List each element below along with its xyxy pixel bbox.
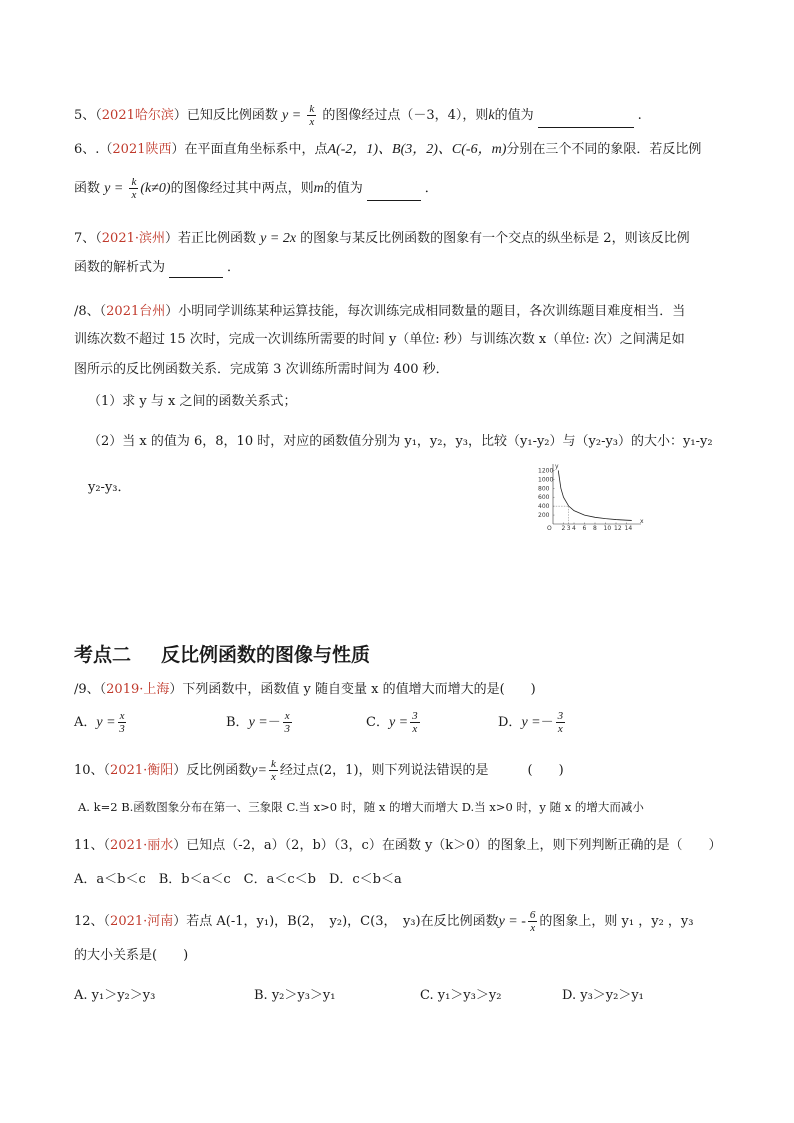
y-tick-label: 1200 [538, 467, 554, 475]
answer-blank[interactable] [169, 263, 223, 278]
question-12: 12、（2021·河南）若点 A(-1，y₁)，B(2， y₂)，C(3， y₃)在反比例函数y = - $\frac{6}{x}$ 的图象上，则 y₁ ，y₂ ，y₃ [74, 909, 694, 934]
x-tick-label: 8 [593, 525, 597, 532]
option-c[interactable]: C．y = $\frac{3}{x}$ [366, 710, 418, 735]
question-6: 6、.（2021陕西）在平面直角坐标系中，点A(-2，1)、B(3，2)、C(-6，m)分别在三个不同的象限．若反比例 [74, 142, 702, 157]
question-10-options[interactable]: A. k=2 B.函数图象分布在第一、三象限 C.当 x>0 时，随 x 的增大而增大 D.当 x>0 时，y 随 x 的增大而减小 [78, 800, 644, 814]
question-11-options[interactable]: A．a＜b＜c B．b＜a＜c C．a＜c＜b D．c＜b＜a [74, 872, 402, 887]
question-8-part3: y₂-y₃． [88, 480, 131, 495]
option-d[interactable]: D．y =－ $\frac{3}{x}$ [498, 710, 564, 735]
question-7: 7、（2021·滨州）若正比例函数 y = 2x 的图象与某反比例函数的图象有一个交点的纵坐标是 2，则该反比例 [74, 231, 690, 246]
option-c[interactable]: C. y₁＞y₃＞y₂ [420, 988, 502, 1003]
question-8-line3: 图所示的反比例函数关系．完成第 3 次训练所需时间为 400 秒． [74, 362, 449, 377]
x-axis-label: x [640, 518, 644, 525]
option-b[interactable]: B. y₂＞y₃＞y₁ [254, 988, 336, 1003]
question-12-line2: 的大小关系是( ) [74, 948, 189, 963]
inverse-function-chart [533, 462, 643, 534]
source-tag: 2019·上海 [106, 682, 170, 697]
x-tick-label: 3 [566, 525, 571, 532]
question-11: 11、（2021·丽水）已知点（-2，a）（2，b）（3，c）在函数 y（k＞0）的图象上，则下列判断正确的是（ ） [74, 838, 722, 853]
series-line [558, 470, 632, 520]
fraction: $\frac{k}{x}$ [131, 176, 137, 201]
question-5: 5、（2021哈尔滨）已知反比例函数 y = $\frac{k}{x}$ 的图像经过点（－3，4），则k的值为 . [74, 103, 642, 128]
question-9: /9、（2019·上海）下列函数中，函数值 y 随自变量 x 的值增大而增大的是( ) [74, 682, 536, 697]
source-tag: 2021陕西 [112, 142, 172, 157]
question-7-line2: 函数的解析式为 ． [74, 258, 240, 278]
fraction: $\frac{k}{x}$ [309, 103, 315, 128]
question-8-line2: 训练次数不超过 15 次时，完成一次训练所需要的时间 y（单位: 秒）与训练次数 x（单位: 次）之间满足如 [74, 332, 685, 347]
option-d[interactable]: D. y₃＞y₂＞y₁ [562, 988, 644, 1003]
question-8-part2: （2）当 x 的值为 6，8，10 时，对应的函数值分别为 y₁，y₂，y₃，比较（y₁-y₂）与（y₂-y₃）的大小：y₁-y₂ [88, 434, 713, 449]
section-heading [74, 640, 370, 667]
source-tag: 2021·衡阳 [110, 763, 174, 778]
x-tick-label: 4 [572, 525, 576, 532]
option-a[interactable]: A．y = $\frac{x}{3}$ [74, 710, 125, 735]
x-tick-label: 2 [561, 525, 566, 532]
question-12-options [74, 984, 714, 1008]
fraction: $\frac{6}{x}$ [529, 909, 536, 934]
y-tick-label: 200 [538, 512, 550, 520]
question-8-part1: （1）求 y 与 x 之间的函数关系式； [88, 394, 297, 409]
source-tag: 2021·河南 [110, 914, 174, 929]
answer-blank[interactable] [538, 113, 634, 128]
section-subtitle: 反比例函数的图像与性质 [161, 644, 371, 666]
y-tick-label: 400 [538, 503, 550, 511]
source-tag: 2021台州 [106, 304, 166, 319]
y-tick-label: 600 [538, 494, 550, 502]
origin-label: O [547, 525, 552, 532]
y-axis-label: y [555, 463, 559, 470]
fraction: $\frac{k}{x}$ [270, 758, 276, 783]
option-a[interactable]: A. y₁＞y₂＞y₃ [74, 988, 156, 1003]
x-tick-label: 6 [582, 525, 587, 532]
answer-blank[interactable] [367, 186, 421, 201]
section-title: 考点二 [74, 644, 132, 666]
x-tick-label: 12 [614, 525, 622, 532]
source-tag: 2021哈尔滨 [101, 108, 174, 123]
y-tick-label: 800 [538, 485, 550, 493]
option-b[interactable]: B．y =－ $\frac{x}{3}$ [226, 710, 290, 735]
source-tag: 2021·丽水 [110, 838, 174, 853]
x-tick-label: 14 [624, 525, 633, 532]
question-9-options [74, 710, 714, 746]
y-tick-label: 1000 [538, 476, 554, 484]
question-6-line2: 函数 y = $\frac{k}{x}$ (k≠0)的图像经过其中两点，则m的值为 ． [74, 176, 438, 201]
source-tag: 2021·滨州 [101, 231, 165, 246]
question-8: /8、（2021台州）小明同学训练某种运算技能，每次训练完成相同数量的题目，各次训练题目难度相当．当 [74, 304, 686, 319]
x-tick-label: 10 [603, 525, 612, 532]
question-10: 10、（2021·衡阳）反比例函数y= $\frac{k}{x}$ 经过点(2，1)，则下列说法错误的是 ( ) [74, 758, 564, 783]
